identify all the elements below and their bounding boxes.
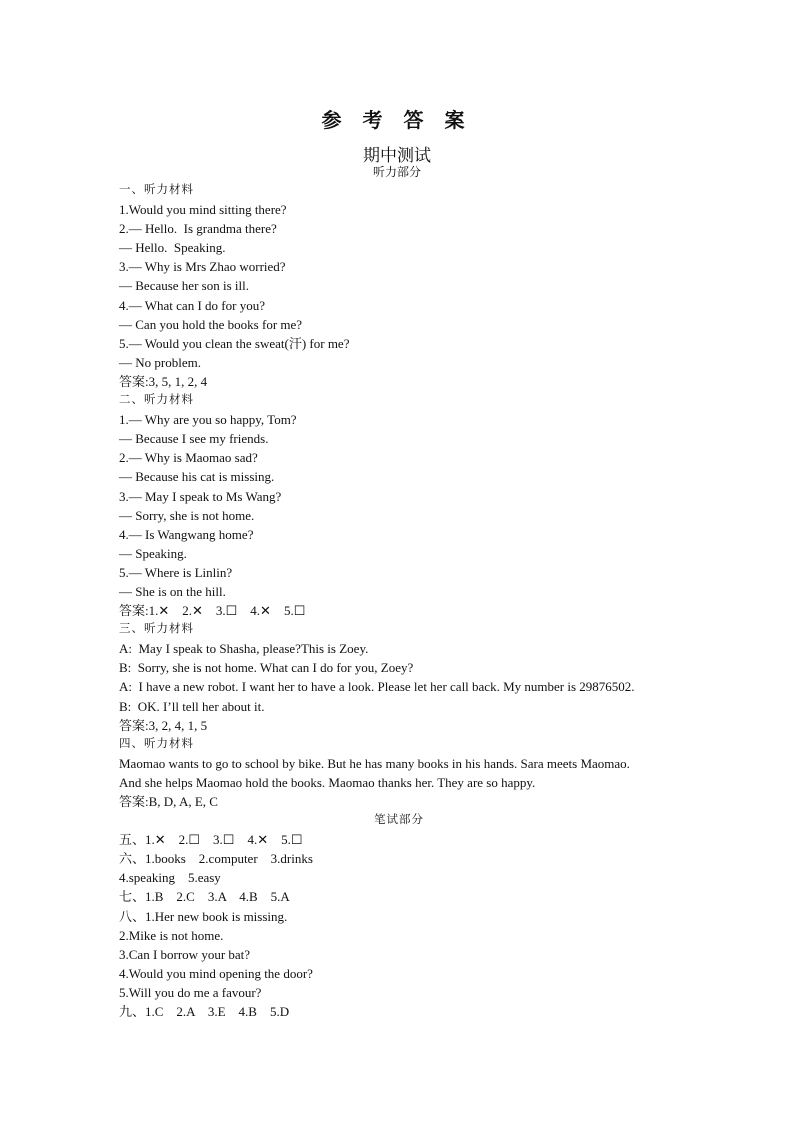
text-line: 5.Will you do me a favour?: [119, 984, 262, 1000]
text-line: 九、1.C 2.A 3.E 4.B 5.D: [119, 1004, 290, 1020]
text-line: Maomao wants to go to school by bike. But he has many books in his hands. Sara meets Maomao.: [119, 755, 630, 771]
text-line: 2.— Hello. Is grandma there?: [119, 221, 277, 237]
page-subtitle: 期中测试: [363, 146, 431, 165]
text-line: — She is on the hill.: [119, 583, 226, 599]
page-title: 参 考 答 案: [321, 110, 473, 132]
answer-content: [119, 181, 719, 1021]
answer-line: 答案:B, D, A, E, C: [119, 794, 218, 809]
text-line: 3.— May I speak to Ms Wang?: [119, 488, 282, 504]
text-line: — No problem.: [119, 354, 201, 370]
answer-line: 答案:3, 2, 4, 1, 5: [119, 717, 208, 733]
text-line: — Speaking.: [119, 545, 187, 561]
text-line: 六、1.books 2.computer 3.drinks: [119, 851, 313, 867]
text-line: B: Sorry, she is not home. What can I do for you, Zoey?: [119, 660, 414, 676]
answer-line: 答案:3, 5, 1, 2, 4: [119, 373, 208, 389]
text-line: 3.Can I borrow your bat?: [119, 946, 251, 962]
text-line: 2.Mike is not home.: [119, 927, 224, 943]
text-line: B: OK. I’ll tell her about it.: [119, 698, 265, 714]
text-line: — Sorry, she is not home.: [119, 507, 255, 523]
text-line: — Because her son is ill.: [119, 278, 249, 294]
text-line: 2.— Why is Maomao sad?: [119, 450, 258, 466]
text-line: 4.speaking 5.easy: [119, 870, 221, 886]
text-line: A: I have a new robot. I want her to have a look. Please let her call back. My number is 29876502.: [119, 679, 635, 695]
section-heading: 三、听力材料: [119, 623, 194, 636]
answer-line: 答案:1.✕ 2.✕ 3.☐ 4.✕ 5.☐: [119, 603, 306, 619]
section-heading: 四、听力材料: [119, 737, 194, 750]
text-line: — Because I see my friends.: [119, 431, 269, 447]
text-line: 5.— Where is Linlin?: [119, 564, 233, 580]
text-line: 七、1.B 2.C 3.A 4.B 5.A: [119, 889, 290, 905]
text-line: A: May I speak to Shasha, please?This is Zoey.: [119, 641, 369, 657]
text-line: 5.— Would you clean the sweat(汗) for me?: [119, 335, 350, 351]
text-line: — Can you hold the books for me?: [119, 316, 303, 332]
section-heading: 二、听力材料: [119, 394, 194, 407]
text-line: 4.— What can I do for you?: [119, 297, 265, 313]
text-line: 五、1.✕ 2.☐ 3.☐ 4.✕ 5.☐: [119, 832, 303, 848]
writing-heading: 笔试部分: [374, 814, 424, 827]
text-line: — Because his cat is missing.: [119, 469, 275, 485]
text-line: And she helps Maomao hold the books. Maomao thanks her. They are so happy.: [119, 774, 536, 790]
text-line: — Hello. Speaking.: [119, 240, 226, 256]
text-line: 1.Would you mind sitting there?: [119, 202, 287, 218]
listening-heading: 听力部分: [372, 165, 421, 179]
text-line: 1.— Why are you so happy, Tom?: [119, 412, 297, 428]
text-line: 3.— Why is Mrs Zhao worried?: [119, 259, 286, 275]
text-line: 八、1.Her new book is missing.: [119, 908, 288, 924]
text-line: 4.— Is Wangwang home?: [119, 526, 254, 542]
text-line: 4.Would you mind opening the door?: [119, 965, 313, 981]
section-heading: 一、听力材料: [119, 184, 194, 196]
